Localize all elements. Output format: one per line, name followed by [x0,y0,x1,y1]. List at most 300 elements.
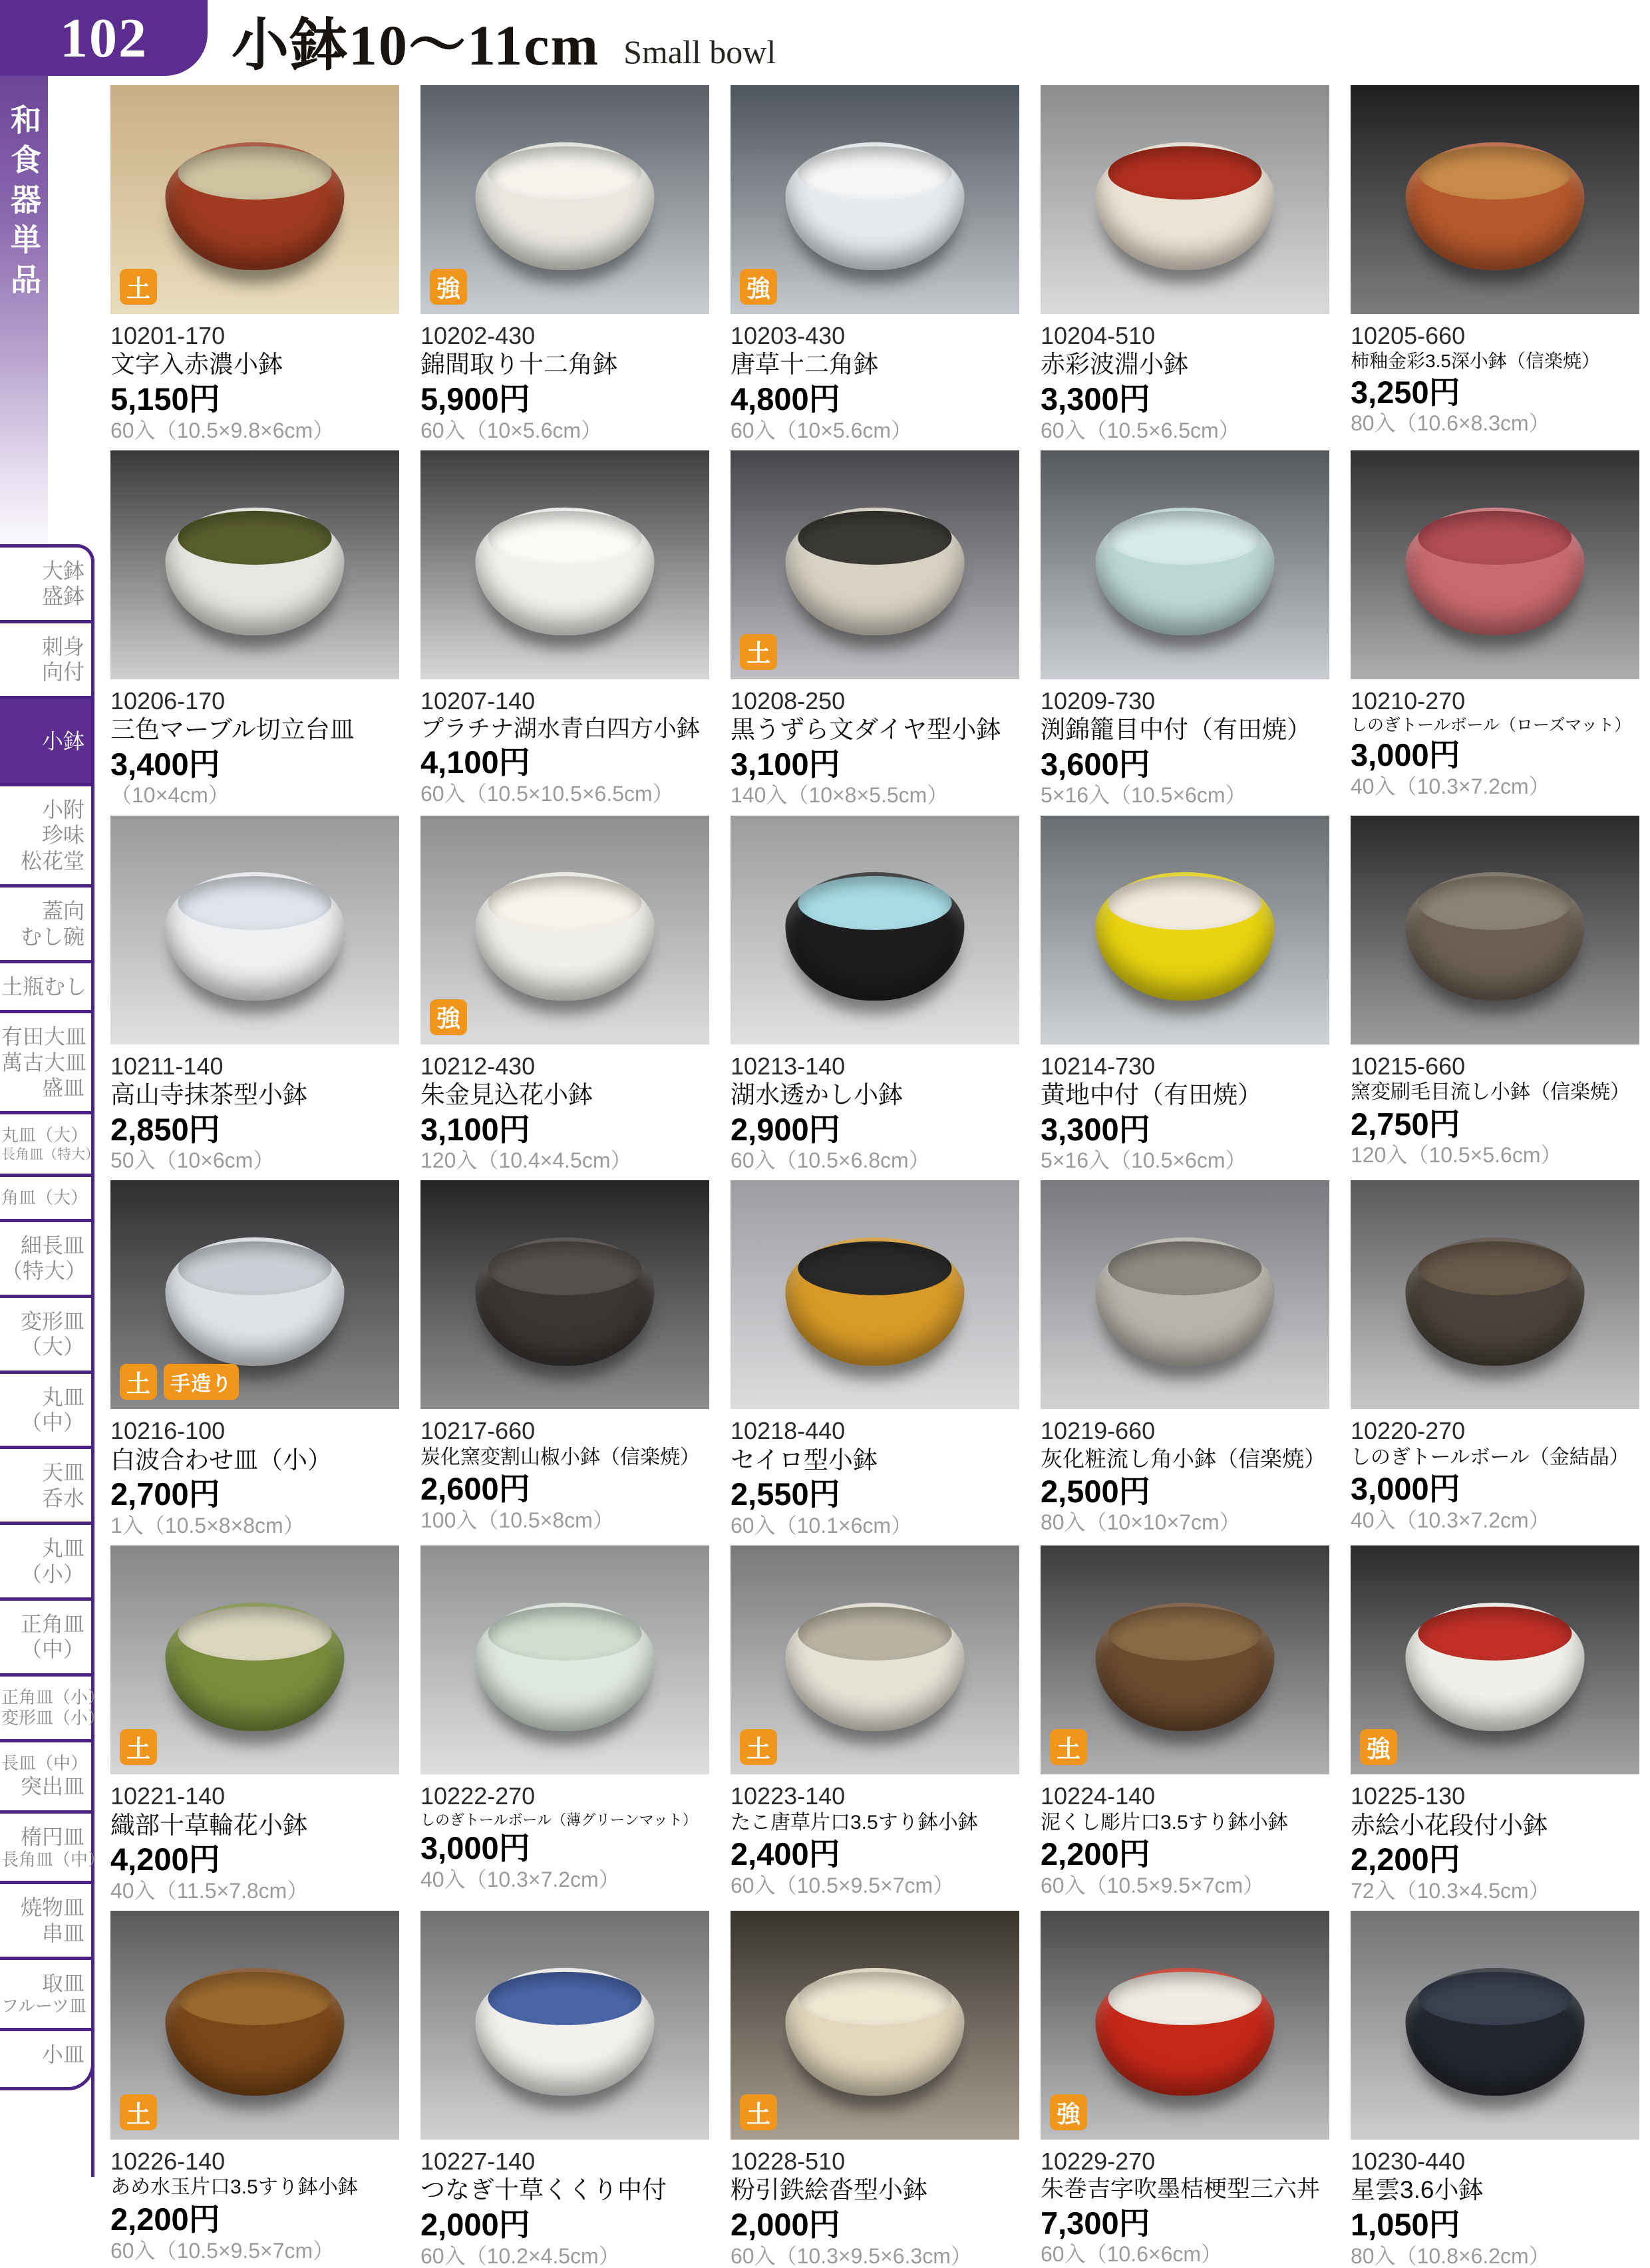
badge-row [430,269,467,305]
product-qty: 60入（10×5.6cm） [420,418,603,442]
product-code: 10218-440 [731,1417,846,1445]
product-photo [1041,85,1329,314]
product-qty: 60入（10.2×4.5cm） [420,2243,620,2268]
badge-earthenware: 土 [740,1729,777,1765]
product-price: 2,500円 [1041,1473,1150,1509]
product-qty: 60入（10.5×10.5×6.5cm） [420,782,674,806]
product-10230-440 [1351,1911,1639,2268]
product-name: しのぎトールボール（ローズマット） [1351,716,1631,735]
sidebar-tab-label: 呑水 [41,1486,84,1510]
product-price: 2,400円 [731,1836,840,1872]
bowl-image [165,1968,344,2096]
sidebar-tab-label: 盛皿 [41,1076,84,1100]
bowl-image [1095,1968,1274,2096]
bowl-image [165,507,344,635]
product-qty: 120入（10.5×5.6cm） [1351,1143,1562,1168]
badge-row [1050,1729,1087,1765]
product-photo [731,816,1019,1045]
category-banner-label: 和食器単品 [7,104,41,303]
product-price: 3,250円 [1351,374,1460,410]
badge-row [120,269,157,305]
product-qty: 60入（10.1×6cm） [731,1514,913,1538]
product-price: 3,000円 [1351,1471,1460,1507]
sidebar-tab-label: 串皿 [41,1921,84,1945]
product-price: 2,000円 [420,2207,530,2242]
product-name: 朱金見込花小鉢 [420,1081,593,1109]
bowl-image [1405,872,1584,1001]
product-name: 炭化窯変割山椒小鉢（信楽焼） [420,1446,700,1468]
sidebar-tab-label: 細長皿 [20,1233,84,1258]
product-code: 10225-130 [1351,1782,1466,1810]
product-price: 4,100円 [420,744,530,780]
sidebar-tab-天皿呑水[interactable] [0,1446,94,1522]
product-name: 赤絵小花段付小鉢 [1351,1811,1548,1839]
sidebar-tab-label: 正角皿（小） [1,1687,106,1707]
product-code: 10217-660 [420,1417,536,1445]
product-code: 10207-140 [420,687,536,715]
badge-row [740,269,777,305]
product-qty: 5×16入（10.5×6cm） [1041,1148,1247,1173]
badge-strengthened: 強 [740,269,777,305]
product-photo [110,1180,399,1409]
product-code: 10210-270 [1351,687,1466,715]
product-price: 7,300円 [1041,2205,1150,2241]
sidebar-tab-label: 丸皿（大） [1,1125,88,1146]
product-photo [1041,1180,1329,1409]
product-photo [1351,1911,1639,2140]
product-photo [110,1545,399,1774]
product-code: 10212-430 [420,1052,536,1080]
product-qty: （10×4cm） [110,783,230,808]
product-photo [1041,450,1329,679]
product-code: 10219-660 [1041,1417,1156,1445]
product-code: 10220-270 [1351,1417,1466,1445]
product-photo [731,1545,1019,1774]
sidebar-tab-丸皿（小）[interactable] [0,1522,94,1597]
product-price: 2,200円 [110,2201,220,2237]
product-qty: 60入（10.5×6.8cm） [731,1148,930,1173]
product-price: 3,400円 [110,746,220,782]
badge-row [740,634,777,670]
product-photo [420,816,709,1045]
product-10224-140 [1041,1545,1329,1903]
sidebar-rule [91,2050,94,2177]
product-photo [420,85,709,314]
bowl-image [475,1968,654,2096]
product-10219-660 [1041,1180,1329,1538]
badge-earthenware: 土 [740,634,777,670]
product-code: 10224-140 [1041,1782,1156,1810]
product-10205-660 [1351,85,1639,442]
product-name: 錦間取り十二角鉢 [420,351,617,379]
product-grid [110,85,1641,2268]
product-10212-430 [420,816,709,1173]
product-name: セイロ型小鉢 [731,1446,878,1474]
sidebar-tab-label: 珍味 [41,823,84,848]
product-qty: 60入（10.5×9.5×7cm） [1041,1873,1265,1897]
product-name: しのぎトールボール（薄グリーンマット） [420,1811,697,1828]
sidebar-tab-大鉢盛鉢[interactable] [0,544,94,620]
product-name: 渕錦籠目中付（有田焼） [1041,716,1311,744]
product-10210-270 [1351,450,1639,808]
page-title [232,4,776,77]
product-10225-130 [1351,1545,1639,1903]
product-code: 10201-170 [110,322,226,349]
product-code: 10203-430 [731,322,846,349]
bowl-image [165,1237,344,1366]
product-qty: 140入（10×8×5.5cm） [731,783,949,808]
sidebar-tab-label: （大） [20,1335,84,1359]
product-name: 唐草十二角鉢 [731,351,878,379]
product-price: 2,000円 [731,2207,840,2242]
product-10221-140 [110,1545,399,1903]
sidebar-tab-楕円皿長角皿（中）[interactable] [0,1810,106,1881]
product-code: 10229-270 [1041,2148,1156,2176]
product-name: しのぎトールボール（金結晶） [1351,1446,1629,1468]
sidebar-tab-label: 正角皿 [20,1611,84,1636]
sidebar-tab-label: 蓋向 [41,899,84,923]
bowl-image [1095,1603,1274,1731]
product-code: 10202-430 [420,322,536,349]
badge-earthenware: 土 [120,269,157,305]
bowl-image [1405,1603,1584,1731]
sidebar-tab-刺身向付[interactable] [0,620,94,696]
product-name: 粉引鉄絵沓型小鉢 [731,2176,927,2204]
product-name: 星雲3.6小鉢 [1351,2176,1484,2204]
sidebar-tab-長皿（中）突出皿[interactable] [0,1739,94,1810]
product-photo [1041,1545,1329,1774]
product-price: 2,200円 [1041,1836,1150,1872]
product-qty: 40入（10.3×7.2cm） [1351,1508,1550,1533]
sidebar-tab-label: （小） [20,1561,84,1586]
product-code: 10213-140 [731,1052,846,1080]
bowl-image [1405,507,1584,635]
product-10218-440 [731,1180,1019,1538]
product-qty: 60入（10.3×9.5×6.3cm） [731,2243,972,2268]
sidebar-tab-label: 丸皿 [41,1384,84,1409]
badge-row [120,2094,157,2130]
category-tabs [0,544,106,2090]
product-photo [420,450,709,679]
product-name: たこ唐草片口3.5すり鉢小鉢 [731,1811,978,1834]
product-10211-140 [110,816,399,1173]
badge-strengthened: 強 [430,999,467,1035]
product-qty: 40入（10.3×7.2cm） [420,1867,620,1891]
product-10214-730 [1041,816,1329,1173]
bowl-image [785,1237,964,1366]
product-code: 10227-140 [420,2148,536,2176]
bowl-image [475,1603,654,1731]
badge-earthenware: 土 [120,1364,157,1400]
sidebar-tab-変形皿（大）[interactable] [0,1295,94,1371]
product-10202-430 [420,85,709,442]
sidebar-tab-label: 松花堂 [20,848,84,873]
sidebar-tab-label: 大鉢 [41,559,84,583]
sidebar-tab-label: 長皿（中） [1,1753,88,1774]
product-price: 1,050円 [1351,2207,1460,2242]
product-photo [1351,1545,1639,1774]
sidebar-tab-焼物皿串皿[interactable] [0,1881,94,1957]
product-code: 10205-660 [1351,322,1466,349]
bowl-image [475,507,654,635]
sidebar-tab-小附珍味松花堂[interactable] [0,783,94,884]
sidebar-tab-取皿フルーツ皿[interactable] [0,1957,94,2028]
bowl-image [1405,1237,1584,1366]
product-code: 10211-140 [110,1052,224,1080]
sidebar-tab-label: 有田大皿 [1,1025,87,1049]
product-photo [110,85,399,314]
product-code: 10226-140 [110,2148,226,2176]
product-10209-730 [1041,450,1329,808]
product-name: 灰化粧流し角小鉢（信楽焼） [1041,1446,1326,1471]
product-photo [1041,1911,1329,2140]
product-10208-250 [731,450,1019,808]
sidebar-tab-label: 小皿 [41,2042,84,2066]
product-photo [110,1911,399,2140]
sidebar-tab-label: 土瓶むし [1,974,87,999]
product-photo [1351,450,1639,679]
sidebar-tab-label: 角皿（大） [1,1187,88,1208]
sidebar-tab-小皿[interactable] [0,2028,94,2090]
sidebar-tab-label: 小附 [41,797,84,822]
product-name: 湖水透かし小鉢 [731,1081,903,1109]
product-name: 織部十草輪花小鉢 [110,1811,307,1839]
badge-row [1050,2094,1087,2130]
sidebar-tab-小鉢[interactable] [0,696,94,783]
product-qty: 50入（10×6cm） [110,1148,275,1173]
product-price: 5,900円 [420,381,530,416]
product-price: 3,000円 [420,1830,530,1865]
product-name: 窯変刷毛目流し小鉢（信楽焼） [1351,1081,1630,1104]
sidebar-tab-label: 突出皿 [20,1774,84,1799]
product-code: 10222-270 [420,1782,536,1810]
product-photo [1351,1180,1639,1409]
product-10226-140 [110,1911,399,2268]
product-photo [1041,816,1329,1045]
product-photo [1351,85,1639,314]
bowl-image [475,1237,654,1366]
sidebar-tab-label: むし碗 [20,924,84,949]
product-10207-140 [420,450,709,808]
sidebar-tab-label: （中） [20,1410,84,1434]
product-price: 2,900円 [731,1111,840,1147]
product-photo [420,1180,709,1409]
product-10227-140 [420,1911,709,2268]
sidebar-tab-丸皿（中）[interactable] [0,1371,94,1446]
product-10229-270 [1041,1911,1329,2268]
product-name: 朱巻吉字吹墨桔梗型三六丼 [1041,2176,1321,2203]
product-qty: 60入（10×5.6cm） [731,418,913,442]
bowl-image [165,142,344,271]
product-10206-170 [110,450,399,808]
product-10213-140 [731,816,1019,1173]
product-price: 4,200円 [110,1842,220,1877]
product-photo [110,816,399,1045]
product-qty: 80入（10×10×7cm） [1041,1510,1241,1535]
bowl-image [1095,872,1274,1001]
product-10223-140 [731,1545,1019,1903]
badge-row [120,1364,239,1400]
product-price: 5,150円 [110,381,220,416]
badge-strengthened: 強 [1360,1729,1397,1765]
product-qty: 72入（10.3×4.5cm） [1351,1878,1550,1903]
bowl-image [1095,507,1274,635]
sidebar-tab-正角皿（小）変形皿（小）[interactable] [0,1673,106,1739]
sidebar-tab-label: 丸皿 [41,1536,84,1561]
bowl-image [165,872,344,1001]
sidebar-tab-土瓶むし[interactable] [0,960,94,1010]
product-name: あめ水玉片口3.5すり鉢小鉢 [110,2176,358,2199]
product-name: 柿釉金彩3.5深小鉢（信楽焼） [1351,351,1600,372]
product-price: 2,850円 [110,1111,220,1147]
bowl-image [1095,1237,1274,1366]
product-qty: 100入（10.5×8cm） [420,1508,614,1533]
product-qty: 1入（10.5×8×8cm） [110,1514,305,1538]
badge-earthenware: 土 [120,1729,157,1765]
product-code: 10208-250 [731,687,846,715]
badge-row [740,2094,777,2130]
sidebar-tab-角皿（大）[interactable] [0,1174,94,1219]
bowl-image [785,1603,964,1731]
product-photo [731,85,1019,314]
product-qty: 60入（10.5×9.5×7cm） [110,2238,335,2263]
bowl-image [785,507,964,635]
sidebar-tab-丸皿（大）長角皿（特大）[interactable] [0,1111,99,1173]
product-name: 文字入赤濃小鉢 [110,351,283,379]
badge-earthenware: 土 [120,2094,157,2130]
page-title-en: Small bowl [623,33,776,71]
badge-strengthened: 強 [430,269,467,305]
sidebar-tab-label: 変形皿（小） [1,1707,106,1728]
product-name: 黒うずら文ダイヤ型小鉢 [731,716,1001,744]
badge-strengthened: 強 [1050,2094,1087,2130]
sidebar-tab-label: 萬古大皿 [1,1050,87,1074]
product-price: 3,100円 [420,1111,530,1147]
product-qty: 80入（10.6×8.3cm） [1351,411,1550,436]
product-code: 10216-100 [110,1417,226,1445]
sidebar-tab-label: 変形皿 [20,1309,84,1333]
product-price: 2,600円 [420,1471,530,1507]
bowl-image [785,142,964,271]
sidebar-tab-label: 盛鉢 [41,584,84,609]
product-qty: 120入（10.4×4.5cm） [420,1148,632,1173]
product-qty: 60入（10.6×6cm） [1041,2242,1223,2267]
product-code: 10230-440 [1351,2148,1466,2176]
bowl-image [1405,142,1584,271]
sidebar-tab-label: （特大） [1,1259,87,1283]
product-name: 泥くし彫片口3.5すり鉢小鉢 [1041,1811,1288,1834]
product-qty: 40入（11.5×7.8cm） [110,1878,309,1903]
sidebar-tab-正角皿（中）[interactable] [0,1597,94,1673]
product-photo [1351,816,1639,1045]
sidebar-tab-label: 楕円皿 [20,1824,84,1849]
product-price: 4,800円 [731,381,840,416]
product-10203-430 [731,85,1019,442]
product-qty: 60入（10.5×9.8×6cm） [110,418,335,442]
product-price: 2,700円 [110,1476,220,1512]
sidebar-tab-label: 長角皿（中） [1,1850,106,1870]
badge-row [740,1729,777,1765]
product-price: 3,300円 [1041,381,1150,416]
product-price: 3,300円 [1041,1111,1150,1147]
product-name: 赤彩波淵小鉢 [1041,351,1188,379]
badge-earthenware: 土 [1050,1729,1087,1765]
sidebar-tab-label: （中） [20,1637,84,1662]
product-price: 3,000円 [1351,736,1460,772]
sidebar-tab-label: 刺身 [41,634,84,659]
product-code: 10228-510 [731,2148,846,2176]
sidebar-tab-label: 取皿 [41,1971,84,1996]
badge-row [430,999,467,1035]
product-price: 3,600円 [1041,746,1150,782]
product-photo [731,450,1019,679]
sidebar-tab-蓋向むし碗[interactable] [0,884,94,960]
product-price: 2,550円 [731,1476,840,1512]
page-number-box [0,0,208,76]
page-number: 102 [60,7,148,69]
bowl-image [1095,142,1274,271]
product-qty: 60入（10.5×9.5×7cm） [731,1873,955,1897]
product-name: プラチナ湖水青白四方小鉢 [420,716,701,742]
product-code: 10223-140 [731,1782,846,1810]
badge-row [120,1729,157,1765]
product-10228-510 [731,1911,1019,2268]
badge-row [1360,1729,1397,1765]
product-price: 3,100円 [731,746,840,782]
product-10217-660 [420,1180,709,1538]
product-10222-270 [420,1545,709,1903]
badge-earthenware: 土 [740,2094,777,2130]
product-qty: 40入（10.3×7.2cm） [1351,774,1550,798]
product-photo [731,1180,1019,1409]
product-10201-170 [110,85,399,442]
bowl-image [785,1968,964,2096]
bowl-image [1405,1968,1584,2096]
product-name: 三色マーブル切立台皿 [110,716,355,744]
product-10204-510 [1041,85,1329,442]
product-code: 10215-660 [1351,1052,1466,1080]
sidebar-tab-有田大皿萬古大皿盛皿[interactable] [0,1010,94,1111]
sidebar-tab-細長皿（特大）[interactable] [0,1219,94,1295]
product-name: つなぎ十草くくり中付 [420,2176,667,2204]
product-code: 10206-170 [110,687,226,715]
product-code: 10221-140 [110,1782,226,1810]
product-qty: 60入（10.5×6.5cm） [1041,418,1240,442]
bowl-image [785,872,964,1001]
sidebar-tab-label: 小鉢 [41,729,84,753]
sidebar-tab-label: 焼物皿 [20,1895,84,1920]
product-photo [110,450,399,679]
product-10220-270 [1351,1180,1639,1538]
sidebar-tab-label: フルーツ皿 [1,1996,86,2017]
category-banner [0,76,48,544]
product-name: 白波合わせ皿（小） [110,1446,332,1474]
bowl-image [165,1603,344,1731]
sidebar-tab-label: 向付 [41,660,84,685]
sidebar-tab-label: 天皿 [41,1460,84,1485]
product-price: 2,200円 [1351,1842,1460,1877]
product-photo [420,1545,709,1774]
page-title-jp: 小鉢10～11cm [232,13,600,78]
product-name: 高山寺抹茶型小鉢 [110,1081,307,1109]
product-price: 2,750円 [1351,1106,1460,1142]
sidebar-tab-label: 長角皿（特大） [1,1146,99,1162]
product-photo [420,1911,709,2140]
product-name: 黄地中付（有田焼） [1041,1081,1262,1109]
badge-handmade: 手造り [164,1364,239,1400]
product-qty: 5×16入（10.5×6cm） [1041,783,1247,808]
bowl-image [475,872,654,1001]
